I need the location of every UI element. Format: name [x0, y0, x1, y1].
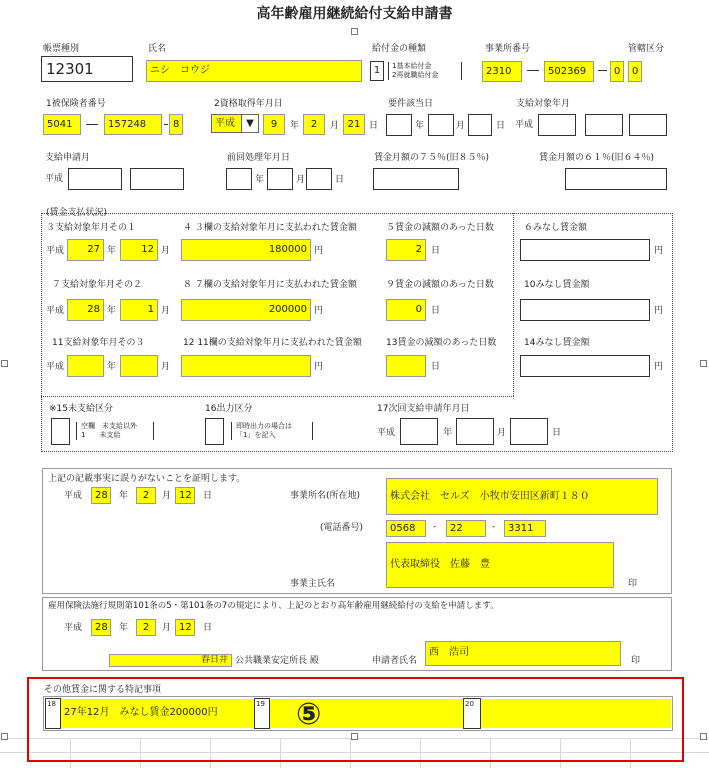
wage61-field[interactable] [565, 168, 667, 190]
phone-2-field[interactable]: 22 [446, 520, 486, 537]
day-unit: 日 [431, 246, 441, 256]
note-18-number: 18 [45, 698, 61, 729]
office-name-label: 事業所名(所在地) [290, 491, 361, 501]
yen-unit: 円 [314, 362, 324, 372]
t1-label: ３支給対象年月その１ [46, 223, 137, 233]
phone-label: (電話番号) [320, 523, 364, 533]
m3-label: 14みなし賃金額 [524, 338, 590, 348]
day-unit: 日 [431, 362, 441, 372]
insured-no-1-field[interactable]: 5041 [43, 114, 81, 135]
dash [527, 70, 539, 71]
dash: - [433, 522, 437, 532]
month-unit: 月 [161, 306, 171, 316]
resize-handle[interactable] [1, 733, 8, 740]
insured-no-3-field[interactable]: 8 [169, 114, 183, 135]
next-date-label: 17次回支給申請年月日 [377, 404, 470, 414]
month-unit: 月 [497, 428, 507, 438]
t3-year-field[interactable] [67, 355, 104, 377]
day-unit: 日 [496, 121, 506, 131]
next-day-field[interactable] [510, 418, 548, 445]
t1-year-field[interactable]: 27 [67, 239, 104, 261]
yen-unit: 円 [654, 306, 664, 316]
cert-month-field[interactable]: 2 [136, 487, 156, 504]
wage75-label: 賃金月額の７５％(旧８５％) [374, 153, 490, 163]
applicant-label: 申請者氏名 [372, 656, 418, 666]
acq-month-field[interactable]: 2 [303, 114, 325, 135]
day-unit: 日 [431, 306, 441, 316]
output-note: 即時出力の場合は 「1」を記入 [231, 422, 313, 440]
acq-date-label: 2資格取得年月日 [214, 99, 283, 109]
office-no-2-field[interactable]: 502369 [544, 61, 594, 82]
acq-day-field[interactable]: 21 [343, 114, 365, 135]
day-unit: 日 [335, 175, 345, 185]
d1-field[interactable]: 2 [386, 239, 426, 261]
a2-label: ８ ７欄の支給対象年月に支払われた賃金額 [183, 280, 357, 290]
seal-mark: 印 [631, 656, 641, 666]
d2-field[interactable]: 0 [386, 299, 426, 321]
benefit-type-field[interactable]: 1 [370, 61, 384, 81]
cert-day-field[interactable]: 12 [175, 487, 195, 504]
t2-label: ７支給対象年月その２ [52, 280, 143, 290]
year-unit: 年 [255, 175, 265, 185]
target-year-field[interactable] [538, 114, 576, 136]
dash: - [492, 522, 496, 532]
next-month-field[interactable] [456, 418, 494, 445]
m2-field[interactable] [520, 299, 650, 321]
month-unit: 月 [161, 362, 171, 372]
form-type-label: 帳票種別 [43, 44, 80, 54]
yen-unit: 円 [314, 246, 324, 256]
day-unit: 日 [552, 428, 562, 438]
a1-field[interactable]: 180000 [181, 239, 311, 261]
wage75-field[interactable] [373, 168, 459, 190]
m1-field[interactable] [520, 239, 650, 261]
year-unit: 年 [290, 121, 300, 131]
note-20-number: 20 [463, 698, 481, 729]
a3-field[interactable] [181, 355, 311, 377]
year-unit: 年 [119, 491, 129, 501]
annotation-marker: ⑤ [296, 697, 322, 732]
apply-statement: 雇用保険法施行規則第101条の5・第101条の7の規定により、上記のとおり高年齢雇用継続給付の支給を申請します。 [48, 601, 499, 611]
target-month-field[interactable] [585, 114, 623, 136]
day-unit: 日 [369, 121, 379, 131]
year-unit: 年 [415, 121, 425, 131]
a2-field[interactable]: 200000 [181, 299, 311, 321]
t3-month-field[interactable] [120, 355, 158, 377]
m3-field[interactable] [520, 355, 650, 377]
d3-label: 13賃金の減額のあった日数 [386, 338, 497, 348]
phone-1-field[interactable]: 0568 [386, 520, 426, 537]
m1-label: ６みなし賃金額 [524, 223, 588, 233]
note-19-number: 19 [254, 698, 270, 729]
next-era: 平成 [377, 428, 396, 438]
benefit-type-note: 1基本給付金 2再就職給付金 [388, 62, 462, 80]
dash [86, 124, 98, 125]
year-unit: 年 [443, 428, 453, 438]
divider [513, 213, 514, 396]
req-date-label: 要件該当日 [388, 99, 434, 109]
day-unit: 日 [203, 623, 213, 633]
d1-label: ５賃金の減額のあった日数 [386, 223, 494, 233]
office-field[interactable]: 春日井 [109, 654, 232, 667]
prev-day-field[interactable] [306, 168, 332, 190]
dash [598, 70, 607, 71]
jurisdiction-field[interactable]: 0 [628, 61, 642, 82]
month-unit: 月 [456, 121, 466, 131]
highlight-box [27, 677, 684, 762]
year-unit: 年 [107, 246, 117, 256]
year-unit: 年 [107, 362, 117, 372]
office-no-label: 事業所番号 [485, 44, 531, 54]
wage-section-label: (賃金支払状況) [46, 208, 108, 218]
d2-label: ９賃金の減額のあった日数 [386, 280, 494, 290]
seal-mark: 印 [628, 579, 638, 589]
office-no-3-field[interactable]: 0 [610, 61, 624, 82]
resize-handle[interactable] [1, 360, 8, 367]
t2-year-field[interactable]: 28 [67, 299, 104, 321]
apply-year-field[interactable] [68, 168, 122, 190]
target-extra-field[interactable] [629, 114, 667, 136]
t1-era: 平成 [46, 246, 65, 256]
applicant-field[interactable]: 西 浩司 [425, 641, 621, 666]
a3-label: 12 11欄の支給対象年月に支払われた賃金額 [183, 338, 362, 348]
wage61-label: 賃金月額の６１％(旧６４％) [539, 153, 655, 163]
chevron-down-icon: ▼ [241, 115, 258, 132]
month-unit: 月 [162, 623, 172, 633]
benefit-type-label: 給付金の種類 [372, 44, 427, 54]
special-label: その他賃金に関する特記事項 [44, 685, 162, 695]
target-era: 平成 [515, 120, 534, 130]
insured-no-label: 1被保険者番号 [46, 99, 106, 109]
target-month-label: 支給対象年月 [516, 99, 571, 109]
month-unit: 月 [296, 175, 306, 185]
apply-month-label: 支給申請月 [45, 153, 91, 163]
req-month-field[interactable] [428, 114, 454, 136]
prev-date-label: 前回処理年月日 [227, 153, 291, 163]
prev-year-field[interactable] [226, 168, 252, 190]
owner-field[interactable]: 代表取締役 佐藤 豊 [386, 542, 614, 588]
next-year-field[interactable] [400, 418, 438, 445]
output-field[interactable] [205, 418, 224, 445]
office-no-1-field[interactable]: 2310 [482, 61, 522, 82]
office-suffix: 公共職業安定所長 殿 [235, 656, 319, 666]
jurisdiction-label: 管轄区分 [628, 44, 665, 54]
dash [164, 124, 168, 125]
t1-month-field[interactable]: 12 [120, 239, 158, 261]
office-name-field[interactable]: 株式会社 セルズ 小牧市安田区新町１８０ [386, 478, 658, 515]
year-unit: 年 [107, 306, 117, 316]
output-label: 16出力区分 [205, 404, 253, 414]
t2-era: 平成 [46, 306, 65, 316]
era-select[interactable]: 平成 ▼ [211, 114, 259, 133]
month-unit: 月 [162, 491, 172, 501]
form-title: 高年齢雇用継続給付支給申請書 [256, 6, 453, 22]
unpaid-note: 空欄 未支給以外 1 未支給 [76, 422, 154, 440]
req-year-field[interactable] [386, 114, 412, 136]
apply-day-field[interactable]: 12 [175, 619, 195, 636]
apply-era: 平成 [45, 174, 64, 184]
phone-3-field[interactable]: 3311 [504, 520, 546, 537]
apply-era: 平成 [64, 623, 83, 633]
d3-field[interactable] [386, 355, 426, 377]
resize-handle[interactable] [700, 360, 707, 367]
unpaid-label: ※15未支給区分 [49, 404, 113, 414]
unpaid-field[interactable] [51, 418, 70, 445]
acq-year-field[interactable]: 9 [263, 114, 285, 135]
apply-month-field[interactable]: 2 [136, 619, 156, 636]
t3-era: 平成 [46, 362, 65, 372]
req-day-field[interactable] [468, 114, 492, 136]
yen-unit: 円 [314, 306, 324, 316]
t2-month-field[interactable]: 1 [120, 299, 158, 321]
resize-handle[interactable] [351, 28, 358, 35]
month-unit: 月 [161, 246, 171, 256]
yen-unit: 円 [654, 362, 664, 372]
year-unit: 年 [119, 623, 129, 633]
name-label: 氏名 [148, 44, 167, 54]
cert-era: 平成 [64, 491, 83, 501]
form-type-field[interactable]: 12301 [41, 56, 133, 82]
resize-handle[interactable] [700, 733, 707, 740]
prev-month-field[interactable] [267, 168, 293, 190]
t3-label: 11支給対象年月その３ [52, 338, 145, 348]
note-18-field[interactable]: 27年12月 みなし賃金200000円 [61, 699, 254, 728]
day-unit: 日 [203, 491, 213, 501]
owner-label: 事業主氏名 [290, 579, 336, 589]
apply-year-field[interactable]: 28 [91, 619, 111, 636]
apply-month-field[interactable] [130, 168, 184, 190]
cert-statement: 上記の記載事実に誤りがないことを証明します。 [48, 474, 246, 484]
name-field[interactable]: ニシ コウジ [146, 60, 362, 82]
m2-label: 10みなし賃金額 [524, 280, 590, 290]
month-unit: 月 [330, 121, 340, 131]
insured-no-2-field[interactable]: 157248 [104, 114, 162, 135]
divider [41, 396, 514, 397]
a1-label: ４ ３欄の支給対象年月に支払われた賃金額 [183, 223, 357, 233]
yen-unit: 円 [654, 246, 664, 256]
cert-year-field[interactable]: 28 [91, 487, 111, 504]
